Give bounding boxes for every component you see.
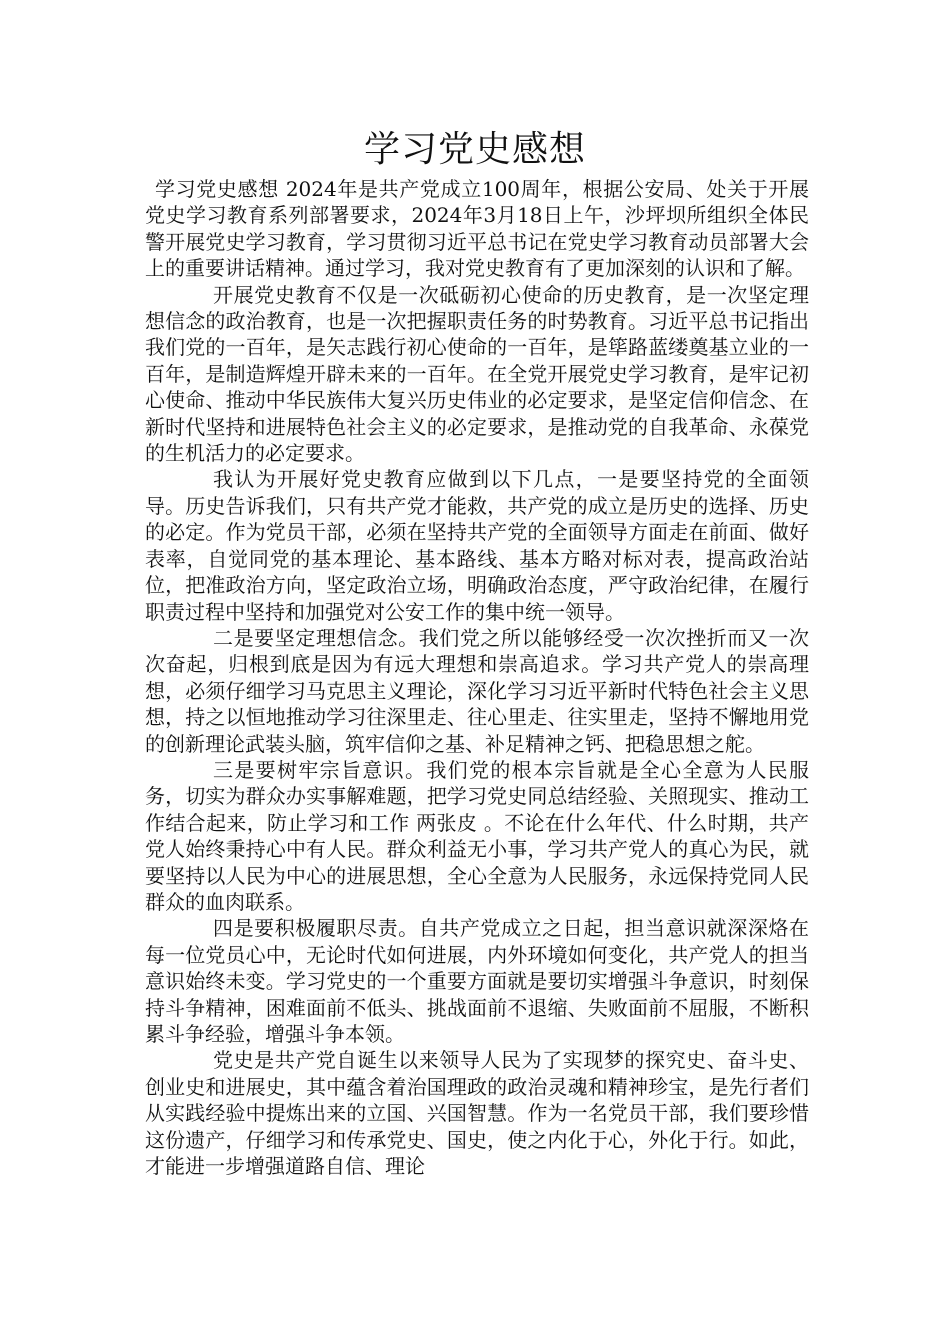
paragraph-point-three: 三是要树牢宗旨意识。我们党的根本宗旨就是全心全意为人民服务，切实为群众办实事解难题，把学习党史同总结经验、关照现实、推动工作结合起来，防止学习和工作 两张皮 。不论在什么年代、什么时期，共产党人始终秉持心中有人民。群众利益无小事，学习共产党人的真心为民，就要坚持以人民为中心的进展思想，全心全意为人民服务，永远保持党同人民群众的血肉联系。 — [145, 757, 809, 914]
paragraph-conclusion: 党史是共产党自诞生以来领导人民为了实现梦的探究史、奋斗史、创业史和进展史，其中蕴含着治国理政的政治灵魂和精神珍宝，是先行者们从实践经验中提炼出来的立国、兴国智慧。作为一名党员干部，我们要珍惜这份遗产，仔细学习和传承党史、国史，使之内化于心，外化于行。如此，才能进一步增强道路自信、理论 — [145, 1048, 809, 1179]
paragraph-point-one: 我认为开展好党史教育应做到以下几点，一是要坚持党的全面领导。历史告诉我们，只有共产党才能救，共产党的成立是历史的选择、历史的必定。作为党员干部，必须在坚持共产党的全面领导方面走在前面、做好表率，自觉同党的基本理论、基本路线、基本方略对标对表，提高政治站位，把准政治方向，坚定政治立场，明确政治态度，严守政治纪律，在履行职责过程中坚持和加强党对公安工作的集中统一领导。 — [145, 467, 809, 624]
paragraph-point-two: 二是要坚定理想信念。我们党之所以能够经受一次次挫折而又一次次奋起，归根到底是因为有远大理想和崇高追求。学习共产党人的崇高理想，必须仔细学习马克思主义理论，深化学习习近平新时代特色社会主义思想，持之以恒地推动学习往深里走、往心里走、往实里走，坚持不懈地用党的创新理论武装头脑，筑牢信仰之基、补足精神之钙、把稳思想之舵。 — [145, 625, 809, 756]
paragraph-point-four: 四是要积极履职尽责。自共产党成立之日起，担当意识就深深烙在每一位党员心中，无论时代如何进展，内外环境如何变化，共产党人的担当意识始终未变。学习党史的一个重要方面就是要切实增强斗争意识，时刻保持斗争精神，困难面前不低头、挑战面前不退缩、失败面前不屈服，不断积累斗争经验，增强斗争本领。 — [145, 916, 809, 1046]
paragraph-intro: 学习党史感想 2024年是共产党成立100周年，根据公安局、处关于开展党史学习教育系列部署要求，2024年3月18日上午，沙坪坝所组织全体民警开展党史学习教育，学习贯彻习近平总书记在党史学习教育动员部署大会上的重要讲话精神。通过学习，我对党史教育有了更加深刻的认识和了解。 — [145, 177, 809, 281]
paragraph-significance: 开展党史教育不仅是一次砥砺初心使命的历史教育，是一次坚定理想信念的政治教育，也是一次把握职责任务的时势教育。习近平总书记指出我们党的一百年，是矢志践行初心使命的一百年，是筚路蓝缕奠基立业的一百年，是制造辉煌开辟未来的一百年。在全党开展党史学习教育，是牢记初心使命、推动中华民族伟大复兴历史伟业的必定要求，是坚定信仰信念、在新时代坚持和进展特色社会主义的必定要求，是推动党的自我革命、永葆党的生机活力的必定要求。 — [145, 282, 809, 466]
document-body — [145, 176, 809, 1179]
document-title: 学习党史感想 — [363, 129, 586, 170]
